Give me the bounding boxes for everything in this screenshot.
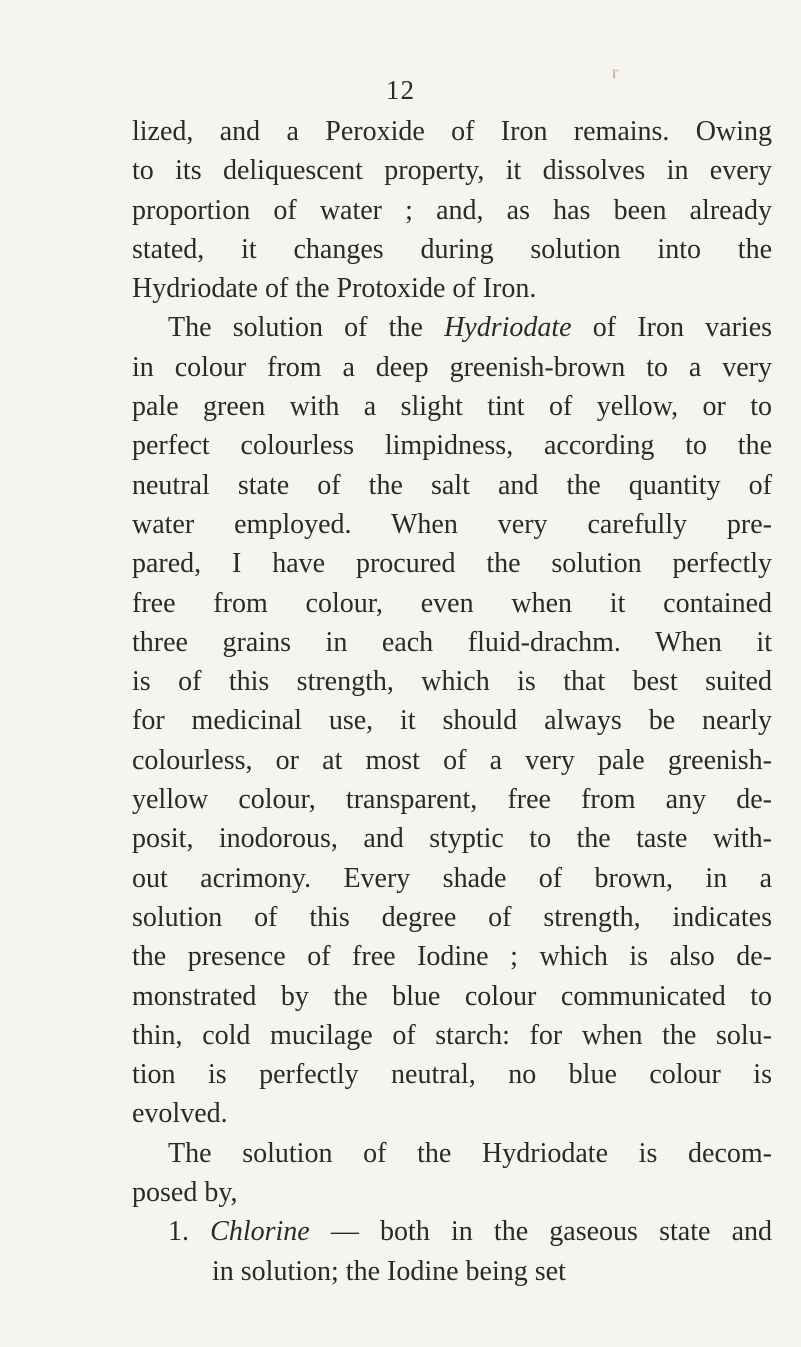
text-run: — both in the gaseous state and: [309, 1216, 773, 1248]
list-number: 1.: [168, 1216, 211, 1248]
text-line: stated, it changes during solution into the: [132, 233, 772, 265]
text-line: proportion of water ; and, as has been already: [132, 194, 772, 226]
text-line: three grains in each fluid-drachm. When it: [132, 626, 772, 658]
stray-ink-mark: r: [612, 62, 618, 82]
text-line: out acrimony. Every shade of brown, in a: [132, 862, 772, 894]
text-line: colourless, or at most of a very pale greenish-: [132, 744, 772, 776]
text-line: Hydriodate of the Protoxide of Iron.: [132, 273, 537, 305]
text-line: neutral state of the salt and the quantity of: [132, 469, 772, 501]
text-line: pared, I have procured the solution perfectly: [132, 548, 772, 580]
text-line: tion is perfectly neutral, no blue colour is: [132, 1059, 772, 1091]
page-number: 12: [386, 75, 415, 105]
text-line: solution of this degree of strength, indicates: [132, 901, 772, 933]
text-line: monstrated by the blue colour communicated to: [132, 980, 772, 1012]
text-line: evolved.: [132, 1098, 228, 1130]
text-line: perfect colourless limpidness, according to the: [132, 430, 772, 462]
text-line: free from colour, even when it contained: [132, 587, 772, 619]
body-text: [132, 112, 772, 1291]
text-line: for medicinal use, it should always be nearly: [132, 705, 772, 737]
paragraph-start-line: [132, 308, 772, 347]
text-run: The solution of the: [168, 312, 445, 344]
text-line: in colour from a deep greenish-brown to a very: [132, 351, 772, 383]
text-line: is of this strength, which is that best suited: [132, 666, 772, 698]
italic-term: Chlorine: [210, 1216, 310, 1248]
list-item-line: [132, 1212, 772, 1251]
text-line: yellow colour, transparent, free from any de-: [132, 784, 772, 816]
text-line: posed by,: [132, 1177, 238, 1209]
paragraph-start-line: The solution of the Hydriodate is decom-: [168, 1137, 772, 1169]
text-line: pale green with a slight tint of yellow, or to: [132, 391, 772, 423]
text-line: thin, cold mucilage of starch: for when the solu-: [132, 1019, 772, 1051]
text-line: posit, inodorous, and styptic to the taste with-: [132, 823, 772, 855]
text-line: lized, and a Peroxide of Iron remains. Owing: [132, 116, 772, 147]
text-line: in solution; the Iodine being set: [212, 1255, 566, 1287]
text-line: to its deliquescent property, it dissolves in every: [132, 155, 772, 187]
italic-term: Hydriodate: [444, 312, 572, 344]
text-run: of Iron varies: [571, 312, 773, 344]
text-line: the presence of free Iodine ; which is also de-: [132, 941, 772, 973]
text-line: water employed. When very carefully pre-: [132, 508, 772, 540]
